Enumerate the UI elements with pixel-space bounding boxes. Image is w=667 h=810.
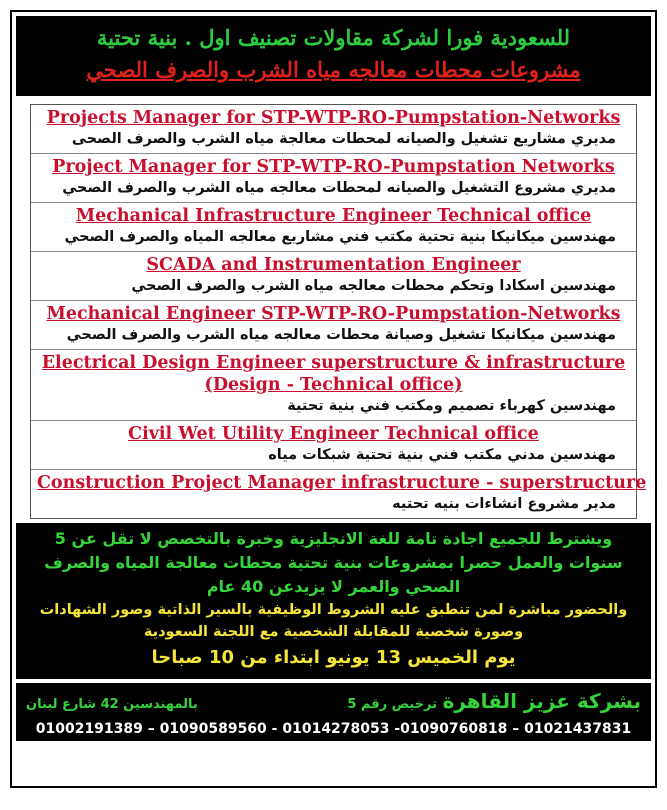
header-title: للسعودية فورا لشركة مقاولات تصنيف اول . بنية تحتية — [96, 25, 571, 50]
job-title-ar: مديري مشاريع تشغيل والصيانه لمحطات معالجة مياه الشرب والصرف الصحى — [71, 131, 616, 147]
job-title-ar: مهندسين كهرباء تصميم ومكتب فني بنية تحتية — [287, 398, 616, 414]
phone-numbers: 01002191389 – 01090589560 - 01014278053 -01090760818 – 01021437831 — [35, 721, 632, 737]
company-address: بالمهندسين 42 شارع لبنان — [26, 697, 198, 712]
company-name: بشركة عزيز القاهرة — [442, 689, 641, 713]
license-number: ترخيص رقم 5 — [347, 697, 437, 712]
job-title-en-line2: (Design - Technical office) — [204, 375, 463, 395]
job-item — [31, 301, 636, 350]
job-item — [31, 105, 636, 154]
requirements-text: ويشترط للجميع اجادة تامة للغة الانجليزية وخبرة بالتخصص لا تقل عن 5 سنوات والعمل حصرا بمشروعات بنية تحتية محطات معالجة المياه والصرف الصحي والعمر لا يزيدعن 40 عام — [44, 529, 623, 596]
interview-date: يوم الخميس 13 يونيو ابتداء من 10 صباحا — [151, 647, 516, 668]
header-subtitle: مشروعات محطات معالجه مياه الشرب والصرف الصحي — [86, 57, 581, 82]
job-title-ar: مهندسين ميكانيكا تشغيل وصيانة محطات معالجه مياه الشرب والصرف الصحي — [66, 327, 616, 343]
header-banner — [16, 16, 651, 96]
company-block — [347, 689, 641, 713]
job-item — [31, 350, 636, 421]
job-title-en: Mechanical Engineer STP-WTP-RO-Pumpstation-Networks — [46, 304, 621, 324]
job-title-ar: مديري مشروع التشغيل والصيانه لمحطات معالجه مياه الشرب والصرف الصحي — [62, 180, 616, 196]
requirements-box — [16, 523, 651, 679]
job-title-en: Electrical Design Engineer superstructure & infrastructure — [41, 353, 626, 373]
job-title-ar: مهندسين اسكادا وتحكم محطات معالجه مياه الشرب والصرف الصحي — [131, 278, 616, 294]
job-item — [31, 470, 647, 518]
job-item — [31, 252, 636, 301]
job-title-en: Mechanical Infrastructure Engineer Technical office — [75, 206, 592, 226]
job-title-en: SCADA and Instrumentation Engineer — [146, 255, 521, 275]
job-title-en: Project Manager for STP-WTP-RO-Pumpstation Networks — [52, 157, 615, 177]
job-list — [30, 104, 647, 519]
job-title-en: Projects Manager for STP-WTP-RO-Pumpstation-Networks — [46, 108, 621, 128]
job-title-ar: مهندسين مدني مكتب فني بنية تحتية شبكات مياه — [268, 447, 616, 463]
job-advertisement — [10, 10, 657, 788]
company-row — [26, 689, 641, 713]
job-item — [31, 203, 636, 252]
job-title-en: Civil Wet Utility Engineer Technical office — [128, 424, 539, 444]
job-title-ar: مهندسين ميكانيكا بنية تحتية مكتب فني مشاريع معالجه المياه والصرف الصحي — [64, 229, 616, 245]
attendance-text: والحضور مباشرة لمن تنطبق عليه الشروط الوظيفية بالسير الذاتية وصور الشهادات وصورة شخصية للمقابلة الشخصية مع اللجنة السعودية — [39, 602, 628, 640]
job-item — [31, 421, 636, 470]
job-title-en: Construction Project Manager infrastructure - superstructure — [37, 473, 647, 493]
job-item — [31, 154, 636, 203]
job-title-ar: مدير مشروع انشاءات بنيه تحتيه — [392, 496, 616, 512]
footer-contact — [16, 683, 651, 741]
